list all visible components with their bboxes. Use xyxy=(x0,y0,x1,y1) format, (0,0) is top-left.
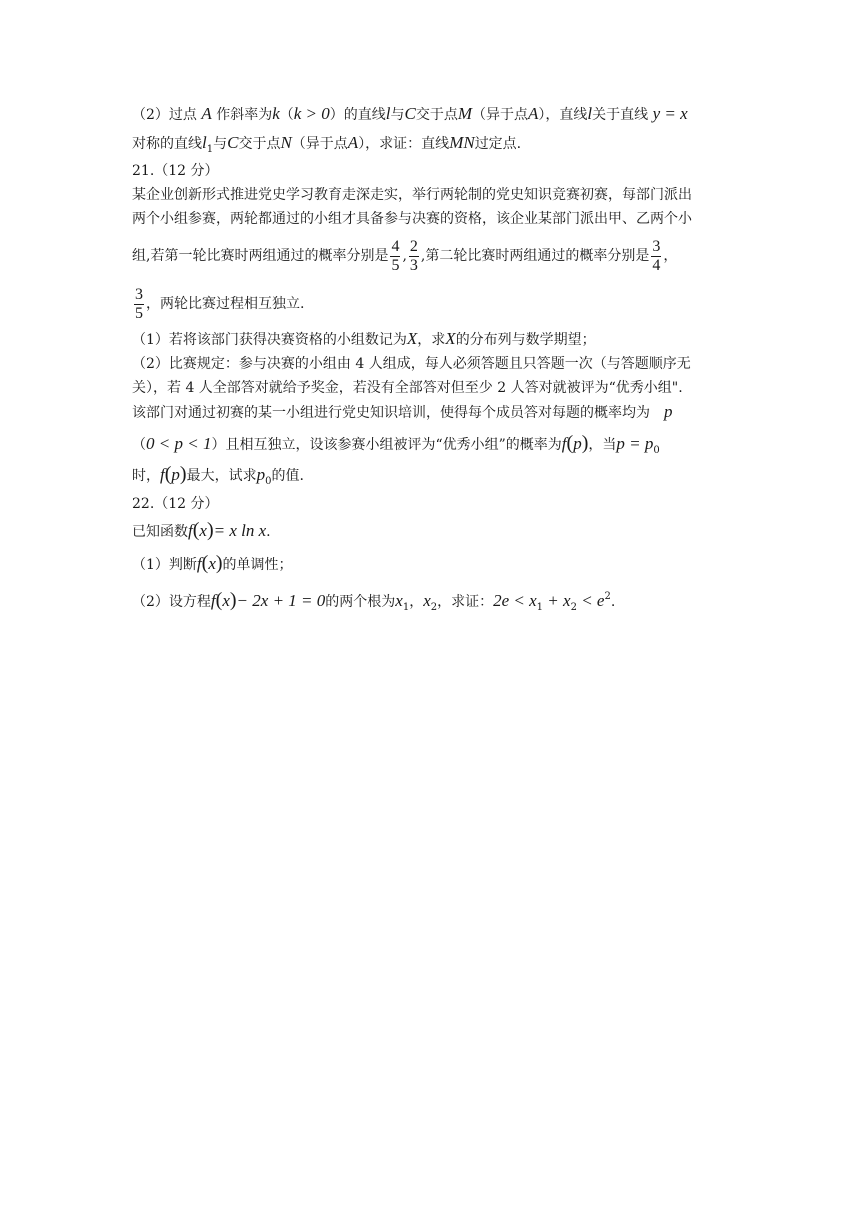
math-paren: ) xyxy=(206,519,214,541)
q21-part1 xyxy=(132,329,596,350)
math-superscript: 2 xyxy=(604,591,611,602)
math-expr: p = p xyxy=(616,434,654,453)
q22-part1 xyxy=(132,553,293,575)
math-var: x xyxy=(208,554,216,573)
text: 的分布列与数学期望； xyxy=(455,332,596,348)
math-var: f xyxy=(188,521,193,540)
text: ,第二轮比赛时两组通过的概率分别是 xyxy=(420,248,650,264)
math-var: f xyxy=(196,554,202,573)
math-var: X xyxy=(445,329,456,348)
math-var: f xyxy=(210,591,216,610)
math-expr: = x ln x xyxy=(213,521,267,540)
text: ，两轮比赛过程相互独立. xyxy=(146,296,305,312)
math-paren: ( xyxy=(201,552,209,574)
math-var: p xyxy=(573,434,582,453)
math-expr: k > 0 xyxy=(293,104,330,123)
fraction xyxy=(134,286,144,323)
fraction-denominator: 4 xyxy=(652,256,661,274)
q21-part2-line5 xyxy=(132,464,304,492)
text: ），求证：直线 xyxy=(358,136,450,152)
text: 与 xyxy=(390,107,405,123)
math-var: A xyxy=(201,104,212,123)
math-var: x xyxy=(222,591,230,610)
math-var: C xyxy=(227,133,239,152)
math-expr: < e xyxy=(576,591,605,610)
text: 时， xyxy=(132,468,160,484)
q21-line3 xyxy=(132,236,677,276)
math-paren: ) xyxy=(179,463,187,485)
text: （2）设方程 xyxy=(132,594,211,610)
math-var: X xyxy=(406,329,418,348)
q21-line2: 两个小组参赛，两轮都通过的小组才具备参与决赛的资格，该企业某部门派出甲、乙两个小 xyxy=(132,211,692,227)
fraction-numerator: 3 xyxy=(652,237,661,255)
text: 与 xyxy=(213,136,228,152)
math-var: p xyxy=(664,402,673,421)
fraction-numerator: 3 xyxy=(135,285,143,303)
fraction-numerator: 2 xyxy=(409,237,418,255)
text: （2）过点 xyxy=(132,107,202,123)
text: （1）判断 xyxy=(132,557,197,573)
fraction-numerator: 4 xyxy=(391,237,400,255)
math-var: x xyxy=(423,591,431,610)
text: 作斜率为 xyxy=(211,107,273,123)
math-subscript: 1 xyxy=(402,602,410,613)
text: 交于点 xyxy=(415,107,458,123)
math-subscript: 1 xyxy=(206,144,214,155)
q22-part2 xyxy=(132,587,615,618)
text: ，当 xyxy=(588,437,617,453)
math-var: x xyxy=(199,521,207,540)
q22-header: 22.（12 分） xyxy=(132,496,219,512)
q21-part2-line1: （2）比赛规定：参与决赛的小组由 4 人组成，每人必须答题且只答题一次（与答题顺序无 xyxy=(132,356,691,372)
text: 交于点 xyxy=(238,136,281,152)
math-subscript: 0 xyxy=(653,445,660,456)
math-expr: y = x xyxy=(652,104,688,123)
text: （ xyxy=(279,107,294,123)
math-subscript: 0 xyxy=(265,476,272,487)
fraction-denominator: 3 xyxy=(409,256,418,274)
fraction xyxy=(409,238,419,275)
math-paren: ( xyxy=(215,589,223,611)
math-var: MN xyxy=(449,133,475,152)
text: 对称的直线 xyxy=(132,136,202,152)
math-var: k xyxy=(272,104,280,123)
math-expr: + x xyxy=(543,591,571,610)
text: 组,若第一轮比赛时两组通过的概率分别是 xyxy=(132,248,389,264)
text: ）的直线 xyxy=(329,107,386,123)
math-paren: ( xyxy=(164,463,172,485)
math-var: A xyxy=(528,104,539,123)
math-var: N xyxy=(280,133,292,152)
math-subscript: 2 xyxy=(570,602,577,613)
text: ， xyxy=(663,248,678,264)
math-var: l xyxy=(587,104,593,123)
math-paren: ) xyxy=(215,552,223,574)
math-var: x xyxy=(395,591,403,610)
fraction xyxy=(651,238,661,275)
text: 该部门对通过初赛的某一小组进行党史知识培训，使得每个成员答对每题的概率均为 xyxy=(132,405,650,421)
math-var: l xyxy=(202,133,207,152)
math-subscript: 2 xyxy=(430,602,438,613)
fraction xyxy=(390,238,400,275)
text: 的单调性； xyxy=(222,557,293,573)
math-paren: ( xyxy=(192,519,200,541)
text: , xyxy=(402,248,407,264)
math-expr: 0 < p < 1 xyxy=(146,434,212,453)
q20-part2-line1 xyxy=(132,104,688,125)
text: ），直线 xyxy=(538,107,588,123)
fraction-denominator: 5 xyxy=(135,304,143,322)
q20-part2-line2 xyxy=(132,133,521,160)
text: . xyxy=(610,594,616,610)
math-subscript: 1 xyxy=(536,602,544,613)
q21-part2-line4 xyxy=(132,433,660,461)
text: 的值. xyxy=(271,468,304,484)
math-var: f xyxy=(160,465,165,484)
math-var: M xyxy=(457,104,473,123)
text: ）且相互独立，设该参赛小组被评为“优秀小组”的概率为 xyxy=(211,437,562,453)
math-var: p xyxy=(256,465,266,484)
math-var: l xyxy=(385,104,391,123)
text: （异于点 xyxy=(291,136,348,152)
text: ，求证： xyxy=(437,594,494,610)
math-var: p xyxy=(171,465,180,484)
math-var: f xyxy=(561,434,567,453)
text: 已知函数 xyxy=(132,524,188,540)
math-expr: − 2x + 1 = 0 xyxy=(236,591,326,610)
text: （异于点 xyxy=(472,107,529,123)
q21-header: 21.（12 分） xyxy=(132,163,219,179)
text: ，求 xyxy=(417,332,446,348)
math-var: C xyxy=(404,104,416,123)
q21-part2-line3 xyxy=(132,402,673,423)
math-paren: ) xyxy=(229,589,237,611)
text: 过定点. xyxy=(474,136,522,152)
text: ， xyxy=(409,594,424,610)
text: （1）若将该部门获得决赛资格的小组数记为 xyxy=(132,332,407,348)
q21-line4 xyxy=(132,284,304,324)
math-paren: ) xyxy=(581,432,589,454)
text: （ xyxy=(132,437,146,453)
math-var: A xyxy=(347,133,359,152)
text: 的两个根为 xyxy=(325,594,396,610)
text: 最大，试求 xyxy=(186,468,257,484)
text: . xyxy=(266,524,271,540)
q22-line1 xyxy=(132,520,271,542)
text: 关于直线 xyxy=(592,107,653,123)
math-expr: 2e < x xyxy=(493,591,537,610)
fraction-denominator: 5 xyxy=(391,256,400,274)
math-paren: ( xyxy=(566,432,574,454)
q21-line1: 某企业创新形式推进党史学习教育走深走实，举行两轮制的党史知识竞赛初赛，每部门派出 xyxy=(132,187,692,203)
q21-part2-line2: 关），若 4 人全部答对就给予奖金，若没有全部答对但至少 2 人答对就被评为“优秀小组". xyxy=(132,380,683,396)
